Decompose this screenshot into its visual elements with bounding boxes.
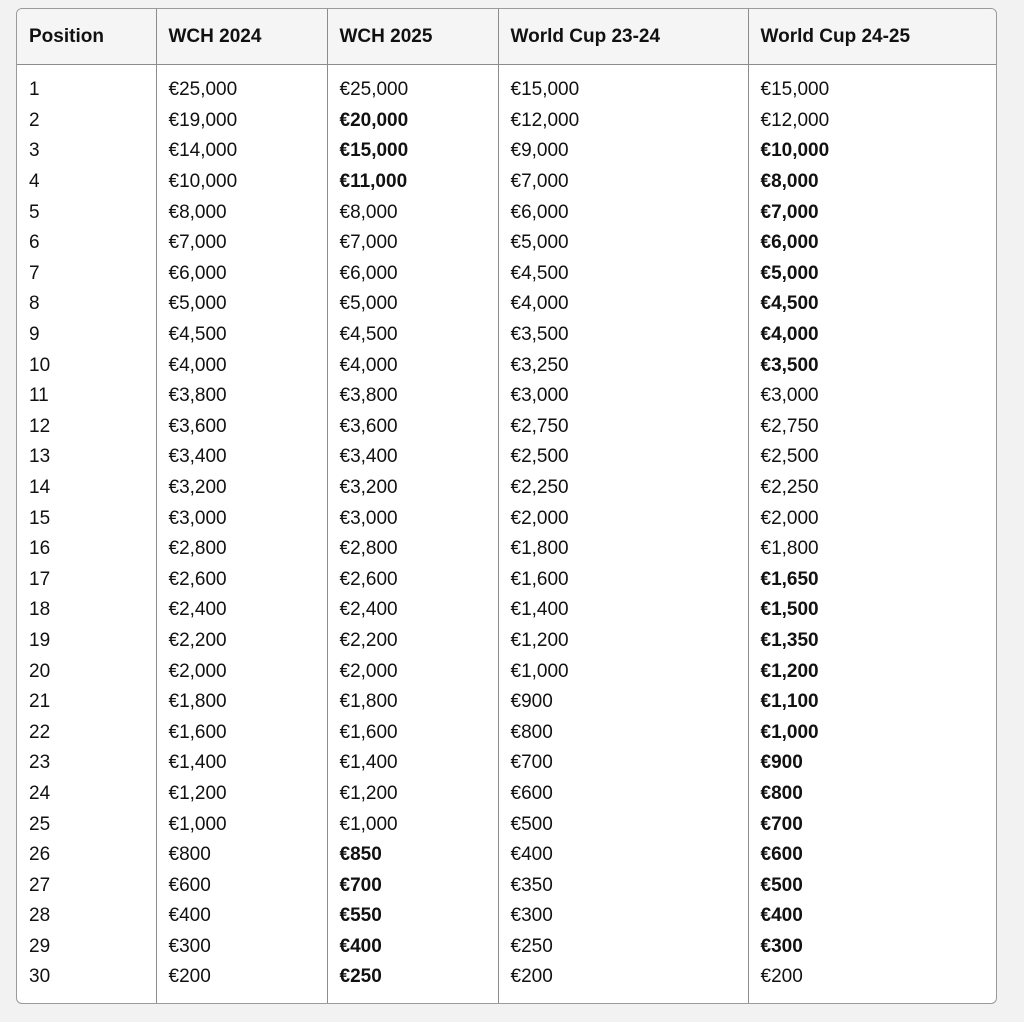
table-row <box>17 779 997 810</box>
cell-position: 30 <box>17 962 156 1004</box>
table-row <box>17 412 997 443</box>
cell-position: 9 <box>17 320 156 351</box>
table-row <box>17 473 997 504</box>
cell-wch-2025: €3,400 <box>327 442 498 473</box>
cell-position: 10 <box>17 350 156 381</box>
cell-world-cup-23-24: €3,500 <box>498 320 748 351</box>
header-wch-2024: WCH 2024 <box>156 9 327 65</box>
table-row <box>17 840 997 871</box>
header-position: Position <box>17 9 156 65</box>
cell-wch-2024: €400 <box>156 901 327 932</box>
cell-position: 1 <box>17 75 156 106</box>
cell-wch-2024: €3,400 <box>156 442 327 473</box>
cell-wch-2024: €1,800 <box>156 687 327 718</box>
table-row <box>17 534 997 565</box>
cell-position: 27 <box>17 870 156 901</box>
cell-wch-2024: €800 <box>156 840 327 871</box>
cell-world-cup-24-25: €7,000 <box>760 201 819 223</box>
cell-position: 22 <box>17 717 156 748</box>
cell-world-cup-24-25: €3,000 <box>760 385 819 407</box>
cell-position: 29 <box>17 932 156 963</box>
header-wch-2025: WCH 2025 <box>327 9 498 65</box>
cell-position: 28 <box>17 901 156 932</box>
cell-world-cup-24-25: €3,500 <box>760 354 819 376</box>
cell-wch-2025: €4,500 <box>327 320 498 351</box>
cell-world-cup-24-25: €400 <box>760 905 803 927</box>
cell-wch-2024: €4,000 <box>156 350 327 381</box>
cell-wch-2024: €1,200 <box>156 779 327 810</box>
cell-world-cup-24-25: €6,000 <box>760 232 819 254</box>
cell-world-cup-24-25: €5,000 <box>760 262 819 284</box>
cell-world-cup-23-24: €700 <box>498 748 748 779</box>
cell-world-cup-24-25: €2,000 <box>760 507 819 529</box>
cell-world-cup-24-25: €4,500 <box>760 293 819 315</box>
cell-position: 18 <box>17 595 156 626</box>
cell-wch-2025: €2,800 <box>327 534 498 565</box>
cell-position: 8 <box>17 289 156 320</box>
spacer-cell <box>748 65 997 76</box>
cell-position: 20 <box>17 656 156 687</box>
table-row <box>17 687 997 718</box>
cell-world-cup-23-24: €15,000 <box>498 75 748 106</box>
cell-wch-2025: €3,200 <box>327 473 498 504</box>
cell-wch-2025: €4,000 <box>327 350 498 381</box>
cell-position: 7 <box>17 259 156 290</box>
cell-world-cup-24-25: €4,000 <box>760 324 819 346</box>
table-row <box>17 962 997 1004</box>
cell-world-cup-24-25: €1,000 <box>760 721 819 743</box>
cell-position: 21 <box>17 687 156 718</box>
table-row <box>17 228 997 259</box>
cell-wch-2024: €5,000 <box>156 289 327 320</box>
table-row <box>17 381 997 412</box>
cell-wch-2024: €6,000 <box>156 259 327 290</box>
spacer-cell <box>156 65 327 76</box>
cell-wch-2024: €200 <box>156 962 327 1004</box>
cell-world-cup-24-25: €1,350 <box>760 629 819 651</box>
cell-position: 3 <box>17 136 156 167</box>
cell-world-cup-24-25: €200 <box>760 966 803 988</box>
cell-wch-2024: €1,000 <box>156 809 327 840</box>
cell-wch-2025: €15,000 <box>327 136 498 167</box>
cell-wch-2025: €550 <box>327 901 498 932</box>
cell-wch-2025: €2,200 <box>327 626 498 657</box>
spacer-cell <box>498 65 748 76</box>
cell-world-cup-23-24: €600 <box>498 779 748 810</box>
table-row <box>17 136 997 167</box>
cell-world-cup-24-25: €2,250 <box>760 477 819 499</box>
cell-wch-2024: €14,000 <box>156 136 327 167</box>
cell-world-cup-24-25: €12,000 <box>760 109 830 131</box>
cell-world-cup-24-25: €2,750 <box>760 415 819 437</box>
cell-position: 12 <box>17 412 156 443</box>
table-row <box>17 809 997 840</box>
cell-world-cup-24-25: €1,500 <box>760 599 819 621</box>
header-row <box>17 9 997 65</box>
cell-world-cup-24-25: €900 <box>760 752 803 774</box>
cell-world-cup-24-25: €1,200 <box>760 660 819 682</box>
cell-world-cup-23-24: €1,200 <box>498 626 748 657</box>
cell-world-cup-23-24: €400 <box>498 840 748 871</box>
cell-wch-2025: €850 <box>327 840 498 871</box>
cell-wch-2024: €600 <box>156 870 327 901</box>
cell-wch-2025: €5,000 <box>327 289 498 320</box>
cell-position: 13 <box>17 442 156 473</box>
cell-wch-2024: €1,600 <box>156 717 327 748</box>
table-row <box>17 289 997 320</box>
cell-world-cup-23-24: €7,000 <box>498 167 748 198</box>
cell-position: 26 <box>17 840 156 871</box>
header-world-cup-23-24: World Cup 23-24 <box>498 9 748 65</box>
cell-wch-2024: €2,200 <box>156 626 327 657</box>
cell-wch-2025: €1,000 <box>327 809 498 840</box>
table-header <box>17 9 997 65</box>
cell-world-cup-23-24: €2,250 <box>498 473 748 504</box>
cell-world-cup-23-24: €900 <box>498 687 748 718</box>
cell-wch-2024: €3,600 <box>156 412 327 443</box>
cell-world-cup-24-25: €10,000 <box>760 140 830 162</box>
cell-world-cup-23-24: €12,000 <box>498 106 748 137</box>
table-row <box>17 106 997 137</box>
table-row <box>17 626 997 657</box>
cell-world-cup-23-24: €800 <box>498 717 748 748</box>
cell-position: 15 <box>17 503 156 534</box>
cell-world-cup-24-25: €8,000 <box>760 171 819 193</box>
table-spacer-row <box>17 65 997 76</box>
cell-world-cup-23-24: €300 <box>498 901 748 932</box>
cell-position: 24 <box>17 779 156 810</box>
cell-world-cup-23-24: €1,000 <box>498 656 748 687</box>
cell-world-cup-23-24: €500 <box>498 809 748 840</box>
cell-world-cup-23-24: €200 <box>498 962 748 1004</box>
table-row <box>17 75 997 106</box>
table-row <box>17 167 997 198</box>
cell-world-cup-24-25: €1,800 <box>760 538 819 560</box>
cell-wch-2025: €2,400 <box>327 595 498 626</box>
cell-position: 19 <box>17 626 156 657</box>
spacer-cell <box>17 65 156 76</box>
cell-world-cup-23-24: €250 <box>498 932 748 963</box>
prize-money-table-card <box>16 8 997 1004</box>
cell-wch-2025: €2,000 <box>327 656 498 687</box>
cell-world-cup-24-25: €800 <box>760 782 803 804</box>
cell-world-cup-23-24: €2,000 <box>498 503 748 534</box>
cell-position: 25 <box>17 809 156 840</box>
cell-position: 14 <box>17 473 156 504</box>
cell-wch-2025: €250 <box>327 962 498 1004</box>
cell-wch-2024: €3,800 <box>156 381 327 412</box>
table-body <box>17 65 997 1005</box>
table-row <box>17 901 997 932</box>
cell-world-cup-23-24: €1,800 <box>498 534 748 565</box>
cell-world-cup-23-24: €9,000 <box>498 136 748 167</box>
cell-world-cup-24-25: €2,500 <box>760 446 819 468</box>
cell-wch-2024: €2,400 <box>156 595 327 626</box>
cell-wch-2024: €8,000 <box>156 197 327 228</box>
cell-position: 17 <box>17 565 156 596</box>
cell-world-cup-23-24: €4,500 <box>498 259 748 290</box>
prize-money-table <box>17 9 997 1004</box>
cell-world-cup-23-24: €6,000 <box>498 197 748 228</box>
cell-world-cup-24-25: €1,650 <box>760 568 819 590</box>
cell-wch-2024: €7,000 <box>156 228 327 259</box>
table-row <box>17 717 997 748</box>
cell-world-cup-23-24: €2,500 <box>498 442 748 473</box>
cell-wch-2025: €1,400 <box>327 748 498 779</box>
cell-wch-2025: €2,600 <box>327 565 498 596</box>
table-row <box>17 565 997 596</box>
cell-world-cup-24-25: €1,100 <box>760 691 819 713</box>
cell-wch-2025: €400 <box>327 932 498 963</box>
cell-wch-2024: €10,000 <box>156 167 327 198</box>
cell-world-cup-23-24: €350 <box>498 870 748 901</box>
cell-wch-2024: €3,000 <box>156 503 327 534</box>
cell-wch-2025: €1,200 <box>327 779 498 810</box>
cell-position: 11 <box>17 381 156 412</box>
cell-position: 23 <box>17 748 156 779</box>
table-row <box>17 595 997 626</box>
cell-wch-2025: €11,000 <box>327 167 498 198</box>
table-row <box>17 656 997 687</box>
cell-position: 6 <box>17 228 156 259</box>
cell-wch-2024: €4,500 <box>156 320 327 351</box>
cell-position: 16 <box>17 534 156 565</box>
table-row <box>17 503 997 534</box>
cell-wch-2025: €1,800 <box>327 687 498 718</box>
table-row <box>17 350 997 381</box>
table-row <box>17 748 997 779</box>
cell-wch-2025: €3,000 <box>327 503 498 534</box>
table-row <box>17 259 997 290</box>
cell-wch-2025: €700 <box>327 870 498 901</box>
cell-world-cup-23-24: €1,400 <box>498 595 748 626</box>
cell-world-cup-23-24: €4,000 <box>498 289 748 320</box>
cell-wch-2025: €1,600 <box>327 717 498 748</box>
cell-world-cup-24-25: €500 <box>760 874 803 896</box>
table-row <box>17 442 997 473</box>
cell-wch-2024: €19,000 <box>156 106 327 137</box>
cell-position: 4 <box>17 167 156 198</box>
cell-wch-2024: €2,800 <box>156 534 327 565</box>
header-world-cup-24-25: World Cup 24-25 <box>748 9 997 65</box>
cell-wch-2024: €1,400 <box>156 748 327 779</box>
cell-wch-2024: €2,000 <box>156 656 327 687</box>
cell-wch-2025: €6,000 <box>327 259 498 290</box>
cell-position: 2 <box>17 106 156 137</box>
cell-wch-2024: €25,000 <box>156 75 327 106</box>
cell-wch-2025: €8,000 <box>327 197 498 228</box>
table-row <box>17 197 997 228</box>
cell-world-cup-24-25: €700 <box>760 813 803 835</box>
cell-world-cup-24-25: €600 <box>760 844 803 866</box>
cell-wch-2025: €7,000 <box>327 228 498 259</box>
cell-wch-2025: €3,600 <box>327 412 498 443</box>
cell-wch-2025: €25,000 <box>327 75 498 106</box>
cell-wch-2025: €3,800 <box>327 381 498 412</box>
table-row <box>17 320 997 351</box>
spacer-cell <box>327 65 498 76</box>
cell-world-cup-23-24: €1,600 <box>498 565 748 596</box>
cell-world-cup-23-24: €3,250 <box>498 350 748 381</box>
cell-wch-2024: €300 <box>156 932 327 963</box>
cell-wch-2024: €3,200 <box>156 473 327 504</box>
table-row <box>17 870 997 901</box>
cell-world-cup-24-25: €15,000 <box>760 79 830 101</box>
cell-wch-2024: €2,600 <box>156 565 327 596</box>
cell-world-cup-23-24: €5,000 <box>498 228 748 259</box>
cell-world-cup-23-24: €2,750 <box>498 412 748 443</box>
cell-position: 5 <box>17 197 156 228</box>
cell-wch-2025: €20,000 <box>327 106 498 137</box>
cell-world-cup-23-24: €3,000 <box>498 381 748 412</box>
table-row <box>17 932 997 963</box>
cell-world-cup-24-25: €300 <box>760 935 803 957</box>
